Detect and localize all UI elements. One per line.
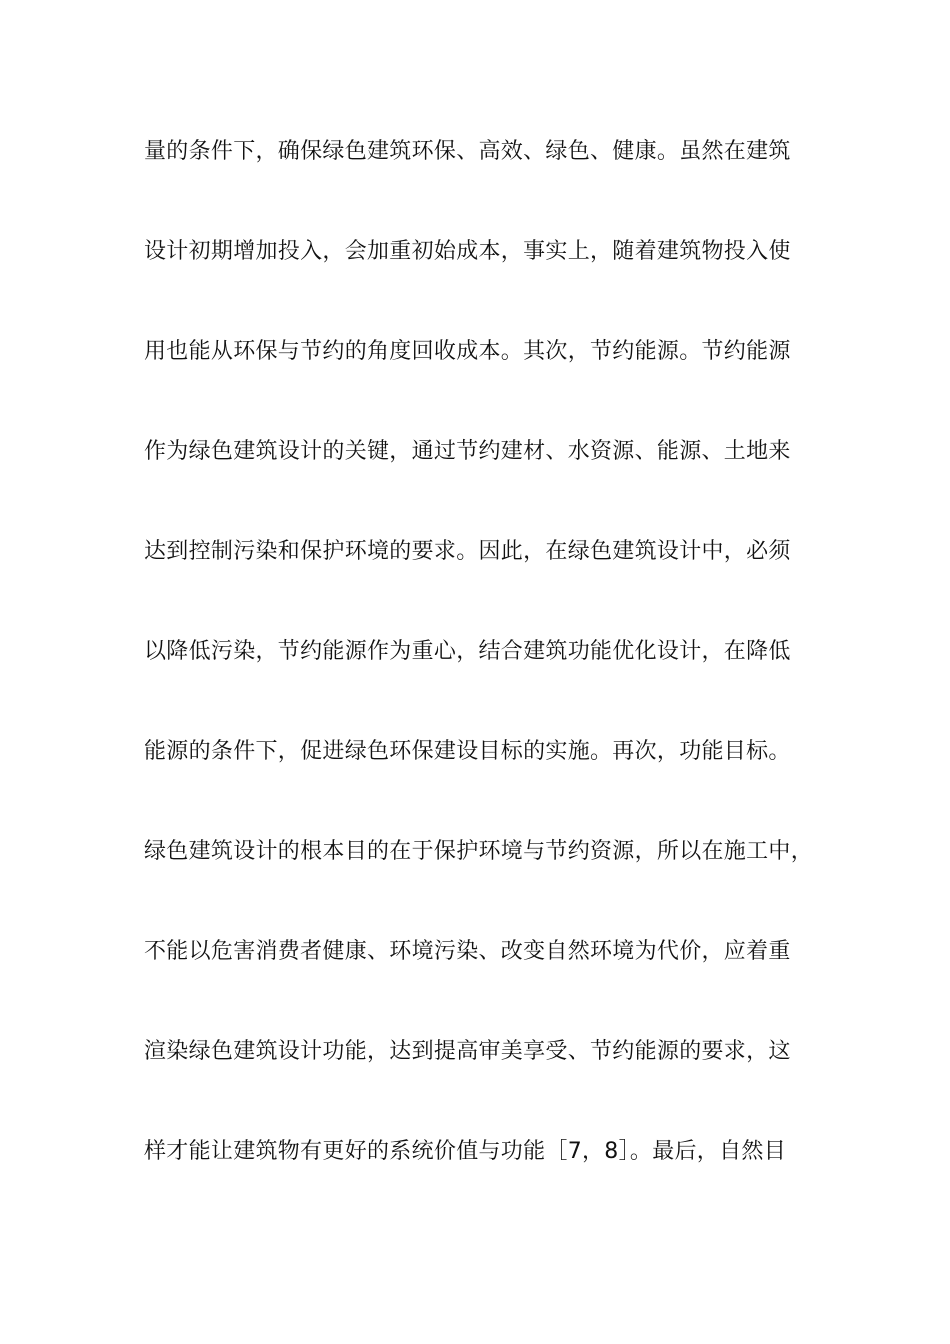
body-text bbox=[144, 132, 824, 1232]
text-line-2: 设计初期增加投入，会加重初始成本，事实上，随着建筑物投入使 bbox=[144, 239, 791, 264]
text-line-1: 量的条件下，确保绿色建筑环保、高效、绿色、健康。虽然在建筑 bbox=[144, 139, 791, 164]
text-line-9: 不能以危害消费者健康、环境污染、改变自然环境为代价，应着重 bbox=[144, 939, 791, 964]
text-line-3: 用也能从环保与节约的角度回收成本。其次，节约能源。节约能源 bbox=[144, 339, 791, 364]
text-line-6: 以降低污染，节约能源作为重心，结合建筑功能优化设计，在降低 bbox=[144, 639, 791, 664]
text-line-8: 绿色建筑设计的根本目的在于保护环境与节约资源，所以在施工中， bbox=[144, 839, 814, 864]
text-line-10: 渲染绿色建筑设计功能，达到提高审美享受、节约能源的要求，这 bbox=[144, 1039, 791, 1064]
text-line-5: 达到控制污染和保护环境的要求。因此，在绿色建筑设计中，必须 bbox=[144, 539, 791, 564]
text-line-4: 作为绿色建筑设计的关键，通过节约建材、水资源、能源、土地来 bbox=[144, 439, 791, 464]
text-line-11: 样才能让建筑物有更好的系统价值与功能［7，8］。最后，自然目 bbox=[144, 1139, 786, 1164]
text-line-7: 能源的条件下，促进绿色环保建设目标的实施。再次，功能目标。 bbox=[144, 739, 791, 764]
